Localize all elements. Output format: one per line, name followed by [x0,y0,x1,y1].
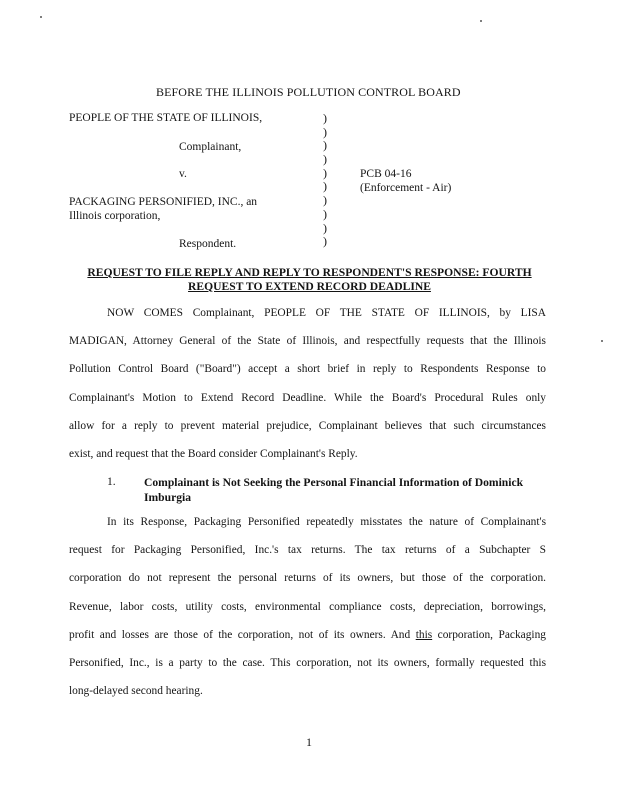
section-title: Complainant is Not Seeking the Personal Financial Information of Dominick Imburgia [144,476,524,504]
paragraph-line [69,621,546,649]
caption-paren: ) [323,124,327,139]
paragraph-line: Complainant's Motion to Extend Record Deadline. While the Board's Procedural Rules only [69,391,546,404]
paragraph-line: Personified, Inc., is a party to the case. This corporation, not its owners, formally requested this [69,657,546,670]
caption-paren: ) [323,111,327,125]
defendant-name-line2: Illinois corporation, [69,210,161,222]
paragraph-line: exist, and request that the Board consider Complainant's Reply. [69,448,358,461]
versus-label: v. [179,168,187,180]
paragraph-line: corporation do not represent the personal returns of its owners, but those of the corporation. [69,572,546,585]
caption-parentheses [323,112,333,249]
caption-paren: ) [323,193,327,208]
line-segment: corporation, Packaging [437,628,546,641]
defendant-role: Respondent. [179,238,237,250]
case-type: (Enforcement - Air) [360,182,452,194]
paragraph-line: allow for a reply to prevent material prejudice, Complainant believes that such circumstances [69,419,546,432]
caption-paren: ) [323,165,327,180]
line-segment: profit and losses are those of the corporation, not of its owners. And [69,628,411,641]
caption-paren: ) [323,206,327,221]
paragraph-line: Revenue, labor costs, utility costs, environmental compliance costs, depreciation, borrowings, [69,600,546,613]
paragraph-line: Pollution Control Board ("Board") accept a short brief in reply to Respondents Response to [69,363,546,376]
paragraph-line: MADIGAN, Attorney General of the State of Illinois, and respectfully requests that the Illinois [69,335,546,348]
plaintiff-role: Complainant, [179,141,242,153]
paragraph-line: In its Response, Packaging Personified repeatedly misstates the nature of Complainant's [107,516,546,528]
case-number: PCB 04-16 [360,168,412,180]
scan-speck [480,20,482,22]
document-title-line2: REQUEST TO EXTEND RECORD DEADLINE [188,280,431,293]
intro-paragraph [69,299,546,468]
paragraph-line: NOW COMES Complainant, PEOPLE OF THE STATE OF ILLINOIS, by LISA [107,307,546,319]
document-title-line1: REQUEST TO FILE REPLY AND REPLY TO RESPONDENT'S RESPONSE: FOURTH [87,266,532,279]
plaintiff-name: PEOPLE OF THE STATE OF ILLINOIS, [69,112,263,124]
caption-paren: ) [323,179,327,194]
emphasis-word: this [415,628,433,641]
caption-paren: ) [323,234,327,249]
defendant-name-line1: PACKAGING PERSONIFIED, INC., an [69,196,258,208]
body-paragraph [69,508,546,705]
scan-speck [601,340,603,342]
scan-speck [40,16,42,18]
caption-paren: ) [323,220,327,235]
paragraph-line: long-delayed second hearing. [69,685,203,698]
caption-paren: ) [323,138,327,153]
section-number: 1. [107,475,116,488]
page-number: 1 [306,735,312,749]
caption-paren: ) [323,152,327,167]
paragraph-line: request for Packaging Personified, Inc.'s tax returns. The tax returns of a Subchapter S [69,544,546,557]
tribunal-heading: BEFORE THE ILLINOIS POLLUTION CONTROL BOARD [156,85,461,99]
